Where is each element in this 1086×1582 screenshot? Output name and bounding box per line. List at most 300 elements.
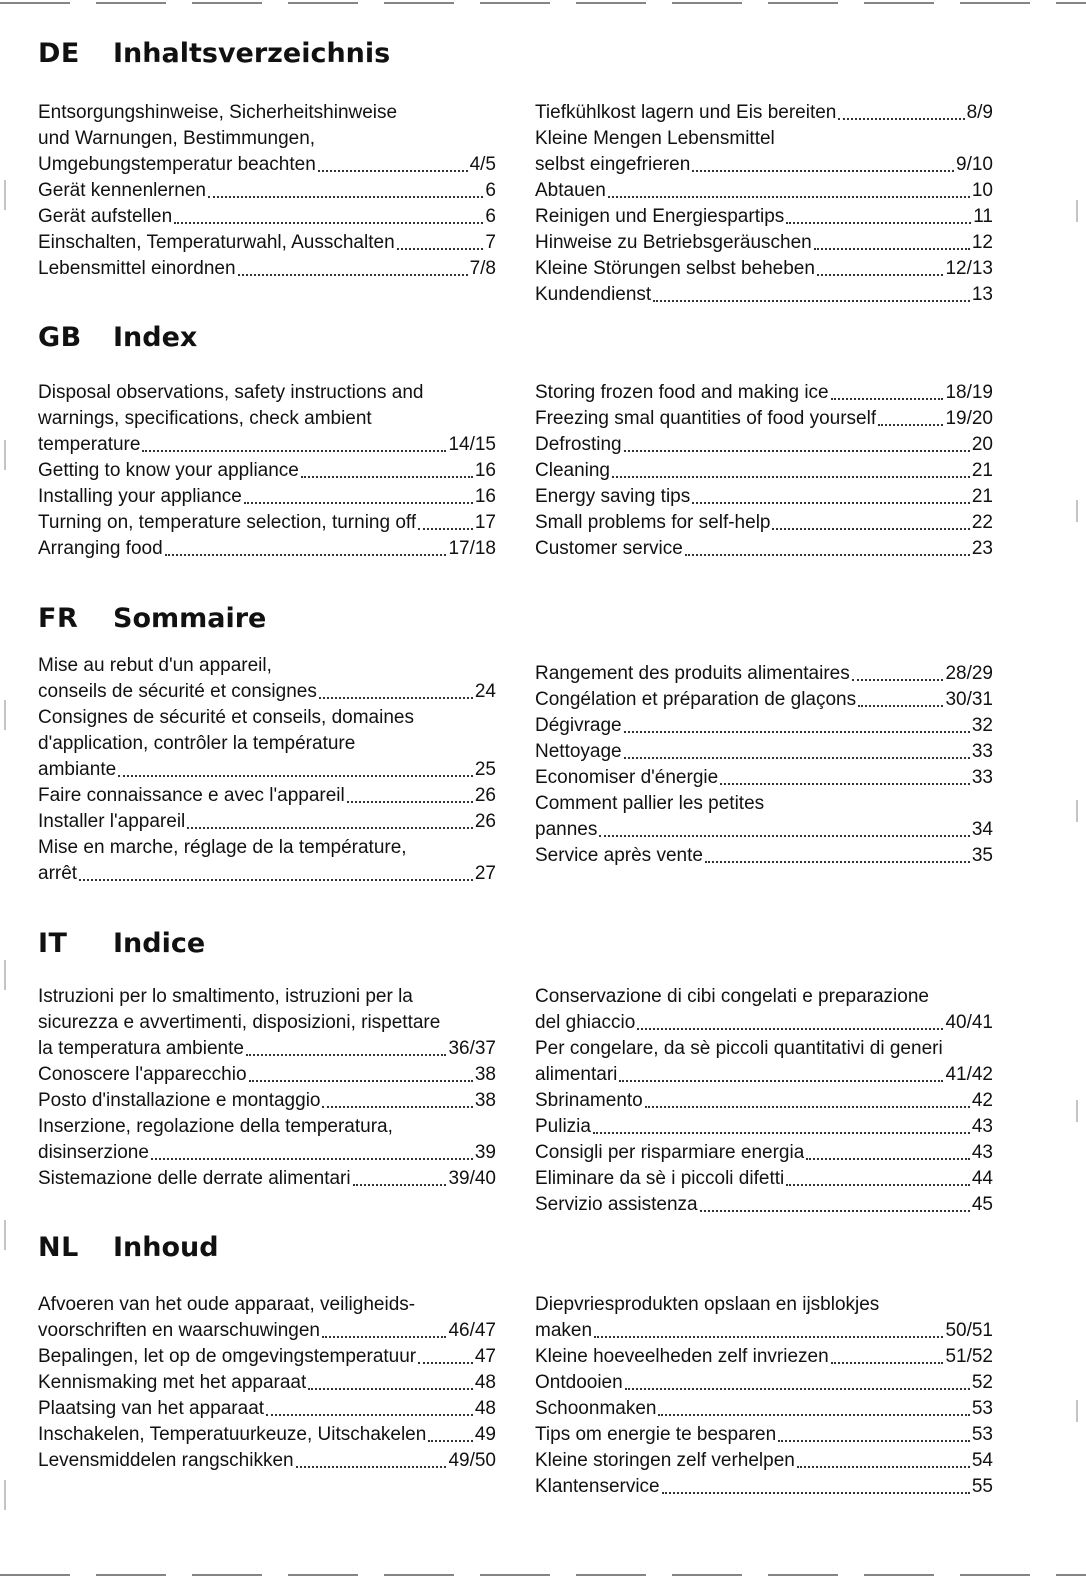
- toc-column-left: [38, 100, 496, 282]
- toc-entry-text: pannes: [535, 819, 598, 840]
- toc-entry-text: Energy saving tips: [535, 486, 691, 507]
- toc-column-left: [38, 1292, 496, 1474]
- toc-entry-text: Turning on, temperature selection, turning off: [38, 512, 417, 533]
- toc-entry: [535, 1396, 993, 1422]
- toc-entry: [535, 1010, 993, 1036]
- dot-leader: [814, 244, 970, 250]
- toc-entry: [535, 1422, 993, 1448]
- toc-entry-text: Gerät aufstellen: [38, 206, 173, 227]
- dot-leader: [653, 296, 970, 302]
- toc-page-number: 23: [971, 538, 993, 559]
- toc-entry-text: Economiser d'énergie: [535, 767, 719, 788]
- toc-entry-text: Customer service: [535, 538, 683, 559]
- toc-column-right: [535, 984, 993, 1218]
- toc-entry: [535, 739, 993, 765]
- toc-entry: [535, 178, 993, 204]
- toc-entry-text: Sistemazione delle derrate alimentari: [38, 1168, 351, 1189]
- toc-page-number: 32: [971, 715, 993, 736]
- toc-entry-text: warnings, specifications, check ambient: [38, 408, 372, 429]
- toc-entry: [38, 204, 496, 230]
- toc-entry: [535, 1344, 993, 1370]
- toc-entry-text: Consigli per risparmiare energia: [535, 1142, 805, 1163]
- toc-entry: [535, 687, 993, 713]
- toc-page-number: 30/31: [945, 689, 993, 710]
- toc-page-number: 46/47: [448, 1320, 496, 1341]
- dot-leader: [301, 472, 473, 478]
- toc-entry-text: Per congelare, da sè piccoli quantitativi di generi: [535, 1038, 943, 1059]
- dot-leader: [118, 771, 473, 777]
- section-heading: [38, 1232, 998, 1266]
- toc-entry-text: Installer l'appareil: [38, 811, 186, 832]
- toc-entry: [535, 1370, 993, 1396]
- dot-leader: [599, 831, 970, 837]
- toc-entry-text: Schoonmaken: [535, 1398, 657, 1419]
- toc-entry-text: Conoscere l'apparecchio: [38, 1064, 247, 1085]
- toc-column-right: [535, 661, 993, 869]
- toc-entry: [38, 256, 496, 282]
- toc-page-number: 49: [474, 1424, 496, 1445]
- toc-entry-text: Conservazione di cibi congelati e preparazione: [535, 986, 929, 1007]
- toc-entry-text: Kundendienst: [535, 284, 652, 305]
- dot-leader: [831, 1358, 944, 1364]
- dot-leader: [174, 218, 483, 224]
- toc-page-number: 25: [474, 759, 496, 780]
- toc-entry-text: Servizio assistenza: [535, 1194, 698, 1215]
- toc-entry-text: Service après vente: [535, 845, 703, 866]
- toc-entry-text: Istruzioni per lo smaltimento, istruzioni per la: [38, 986, 413, 1007]
- section-heading: [38, 38, 998, 72]
- toc-entry: [38, 1318, 496, 1344]
- toc-page-number: 9/10: [956, 154, 993, 175]
- dot-leader: [142, 446, 446, 452]
- toc-entry: [535, 458, 993, 484]
- dot-leader: [831, 394, 944, 400]
- toc-entry-text: Posto d'installazione e montaggio: [38, 1090, 321, 1111]
- toc-entry-text: Diepvriesprodukten opslaan en ijsblokjes: [535, 1294, 880, 1315]
- toc-entry: [38, 783, 496, 809]
- dot-leader: [322, 1332, 446, 1338]
- toc-page-number: 17: [474, 512, 496, 533]
- toc-entry-text: Comment pallier les petites: [535, 793, 765, 814]
- toc-page-number: 38: [474, 1064, 496, 1085]
- toc-entry: [535, 380, 993, 406]
- toc-entry: [38, 458, 496, 484]
- dot-leader: [772, 524, 969, 530]
- toc-page-number: 21: [971, 486, 993, 507]
- toc-entry: [535, 432, 993, 458]
- scan-edge-left: [4, 0, 6, 1582]
- toc-entry-text: Small problems for self-help: [535, 512, 771, 533]
- dot-leader: [806, 1154, 970, 1160]
- toc-entry-text: Ontdooien: [535, 1372, 623, 1393]
- dot-leader: [720, 779, 970, 785]
- dot-leader: [692, 498, 970, 504]
- dot-leader: [418, 524, 473, 530]
- dot-leader: [685, 550, 970, 556]
- dot-leader: [662, 1488, 970, 1494]
- toc-section-nl: [38, 1232, 998, 1497]
- dot-leader: [244, 498, 473, 504]
- dot-leader: [151, 1154, 473, 1160]
- toc-entry: [38, 380, 496, 406]
- dot-leader: [817, 270, 944, 276]
- toc-page-number: 55: [971, 1476, 993, 1497]
- toc-page-number: 47: [474, 1346, 496, 1367]
- toc-entry-text: selbst eingefrieren: [535, 154, 691, 175]
- toc-entry-text: Inserzione, regolazione della temperatura,: [38, 1116, 393, 1137]
- toc-entry: [38, 484, 496, 510]
- toc-page-number: 6: [485, 180, 496, 201]
- dot-leader: [266, 1410, 473, 1416]
- toc-section-gb: [38, 322, 998, 559]
- toc-page-number: 7/8: [469, 258, 496, 279]
- dot-leader: [637, 1024, 943, 1030]
- toc-entry: [38, 861, 496, 887]
- toc-entry: [535, 1318, 993, 1344]
- dot-leader: [608, 192, 970, 198]
- toc-page-number: 45: [971, 1194, 993, 1215]
- scan-edge-bottom: [0, 1574, 1086, 1576]
- toc-entry: [535, 204, 993, 230]
- dot-leader: [786, 1180, 970, 1186]
- dot-leader: [428, 1436, 473, 1442]
- toc-page-number: 22: [971, 512, 993, 533]
- dot-leader: [858, 701, 943, 707]
- toc-entry: [535, 282, 993, 308]
- toc-section-de: [38, 38, 998, 305]
- toc-entry: [38, 432, 496, 458]
- toc-entry: [38, 809, 496, 835]
- toc-entry: [38, 653, 496, 679]
- toc-entry: [38, 510, 496, 536]
- toc-page-number: 49/50: [448, 1450, 496, 1471]
- toc-entry-text: Kleine hoeveelheden zelf invriezen: [535, 1346, 829, 1367]
- toc-entry-text: arrêt: [38, 863, 78, 884]
- scan-edge-top: [0, 2, 1086, 4]
- toc-entry-text: Klantenservice: [535, 1476, 660, 1497]
- dot-leader: [786, 218, 971, 224]
- toc-page-number: 53: [971, 1398, 993, 1419]
- toc-column-right: [535, 100, 993, 308]
- toc-entry: [38, 705, 496, 731]
- toc-entry: [535, 1062, 993, 1088]
- toc-page-number: 38: [474, 1090, 496, 1111]
- toc-page-number: 39/40: [448, 1168, 496, 1189]
- toc-column-left: [38, 984, 496, 1192]
- dot-leader: [322, 1102, 472, 1108]
- dot-leader: [249, 1076, 473, 1082]
- toc-entry-text: Freezing smal quantities of food yourself: [535, 408, 877, 429]
- toc-page-number: 48: [474, 1372, 496, 1393]
- toc-entry-text: Storing frozen food and making ice: [535, 382, 829, 403]
- section-heading: [38, 928, 998, 962]
- toc-column-right: [535, 380, 993, 562]
- dot-leader: [238, 270, 468, 276]
- dot-leader: [208, 192, 483, 198]
- dot-leader: [838, 114, 964, 120]
- toc-entry: [535, 230, 993, 256]
- toc-page-number: 20: [971, 434, 993, 455]
- language-code: DE: [38, 38, 80, 69]
- toc-entry: [535, 661, 993, 687]
- toc-entry-text: d'application, contrôler la température: [38, 733, 356, 754]
- toc-page-number: 35: [971, 845, 993, 866]
- toc-entry-text: Kleine Störungen selbst beheben: [535, 258, 815, 279]
- dot-leader: [319, 693, 473, 699]
- toc-entry: [38, 1088, 496, 1114]
- language-code: NL: [38, 1232, 79, 1263]
- toc-entry-text: Inschakelen, Temperatuurkeuze, Uitschakelen: [38, 1424, 427, 1445]
- dot-leader: [397, 244, 484, 250]
- toc-page-number: 28/29: [945, 663, 993, 684]
- toc-entry: [535, 843, 993, 869]
- toc-page-number: 24: [474, 681, 496, 702]
- toc-entry-text: voorschriften en waarschuwingen: [38, 1320, 320, 1341]
- toc-page-number: 6: [485, 206, 496, 227]
- toc-entry-text: Pulizia: [535, 1116, 591, 1137]
- toc-page-number: 33: [971, 767, 993, 788]
- toc-entry: [38, 1010, 496, 1036]
- toc-entry: [38, 1448, 496, 1474]
- toc-page-number: 52: [971, 1372, 993, 1393]
- toc-entry: [38, 1166, 496, 1192]
- toc-entry: [38, 1344, 496, 1370]
- toc-entry-text: la temperatura ambiente: [38, 1038, 244, 1059]
- toc-entry-text: Cleaning: [535, 460, 610, 481]
- section-title: Inhoud: [113, 1232, 219, 1263]
- toc-entry-text: Entsorgungshinweise, Sicherheitshinweise: [38, 102, 398, 123]
- toc-column-right: [535, 1292, 993, 1500]
- toc-entry: [38, 230, 496, 256]
- toc-entry-text: maken: [535, 1320, 593, 1341]
- toc-page-number: 4/5: [469, 154, 496, 175]
- dot-leader: [645, 1102, 970, 1108]
- toc-entry: [535, 484, 993, 510]
- toc-entry: [38, 152, 496, 178]
- toc-section-it: [38, 928, 998, 1215]
- toc-page-number: 36/37: [448, 1038, 496, 1059]
- toc-entry: [38, 984, 496, 1010]
- toc-page-number: 13: [971, 284, 993, 305]
- toc-entry: [38, 1140, 496, 1166]
- toc-page-number: 48: [474, 1398, 496, 1419]
- toc-entry-text: Nettoyage: [535, 741, 622, 762]
- toc-entry-text: Mise en marche, réglage de la température,: [38, 837, 407, 858]
- toc-entry-text: disinserzione: [38, 1142, 149, 1163]
- toc-entry-text: Gerät kennenlernen: [38, 180, 206, 201]
- dot-leader: [347, 797, 473, 803]
- toc-entry-text: Congélation et préparation de glaçons: [535, 689, 857, 710]
- dot-leader: [658, 1410, 969, 1416]
- toc-entry-text: temperature: [38, 434, 141, 455]
- toc-entry: [38, 126, 496, 152]
- dot-leader: [308, 1384, 473, 1390]
- toc-page-number: 19/20: [945, 408, 993, 429]
- toc-entry-text: Lebensmittel einordnen: [38, 258, 236, 279]
- toc-entry-text: ambiante: [38, 759, 117, 780]
- toc-entry-text: Reinigen und Energiespartips: [535, 206, 785, 227]
- toc-entry-text: Kennismaking met het apparaat: [38, 1372, 307, 1393]
- toc-entry-text: conseils de sécurité et consignes: [38, 681, 317, 702]
- language-code: GB: [38, 322, 82, 353]
- dot-leader: [692, 166, 954, 172]
- toc-page-number: 10: [971, 180, 993, 201]
- dot-leader: [705, 857, 970, 863]
- toc-page-number: 54: [971, 1450, 993, 1471]
- toc-entry: [38, 1062, 496, 1088]
- toc-entry-text: Abtauen: [535, 180, 606, 201]
- toc-page-number: 17/18: [448, 538, 496, 559]
- dot-leader: [594, 1332, 943, 1338]
- toc-page-number: 44: [971, 1168, 993, 1189]
- toc-page-number: 51/52: [945, 1346, 993, 1367]
- toc-entry: [38, 1370, 496, 1396]
- toc-entry: [535, 791, 993, 817]
- toc-entry-text: Kleine Mengen Lebensmittel: [535, 128, 775, 149]
- dot-leader: [624, 727, 970, 733]
- toc-entry: [535, 126, 993, 152]
- toc-entry-text: Kleine storingen zelf verhelpen: [535, 1450, 795, 1471]
- dot-leader: [625, 1384, 970, 1390]
- toc-entry: [38, 679, 496, 705]
- toc-page-number: 26: [474, 785, 496, 806]
- toc-entry-text: Dégivrage: [535, 715, 622, 736]
- dot-leader: [165, 550, 447, 556]
- toc-page-number: 27: [474, 863, 496, 884]
- toc-entry: [38, 1396, 496, 1422]
- toc-entry: [535, 817, 993, 843]
- section-title: Index: [113, 322, 198, 353]
- toc-entry-text: Umgebungstemperatur beachten: [38, 154, 316, 175]
- toc-page-number: 8/9: [966, 102, 993, 123]
- toc-entry-text: Consignes de sécurité et conseils, domaines: [38, 707, 414, 728]
- toc-page-number: 12/13: [945, 258, 993, 279]
- toc-page-number: 40/41: [945, 1012, 993, 1033]
- toc-entry: [38, 1114, 496, 1140]
- language-code: FR: [38, 603, 79, 634]
- toc-entry: [38, 178, 496, 204]
- toc-page-number: 11: [973, 206, 993, 227]
- toc-entry: [535, 1114, 993, 1140]
- toc-page-number: 12: [971, 232, 993, 253]
- language-code: IT: [38, 928, 68, 959]
- toc-page-number: 14/15: [448, 434, 496, 455]
- toc-page-number: 16: [474, 460, 496, 481]
- toc-entry: [535, 256, 993, 282]
- toc-entry: [38, 536, 496, 562]
- toc-page-number: 34: [971, 819, 993, 840]
- section-heading: [38, 603, 998, 637]
- toc-entry-text: Sbrinamento: [535, 1090, 643, 1111]
- dot-leader: [700, 1206, 970, 1212]
- dot-leader: [353, 1180, 447, 1186]
- toc-entry: [535, 1140, 993, 1166]
- toc-entry-text: Faire connaissance e avec l'appareil: [38, 785, 345, 806]
- section-heading: [38, 322, 998, 356]
- toc-entry: [535, 765, 993, 791]
- dot-leader: [624, 753, 970, 759]
- toc-entry-text: del ghiaccio: [535, 1012, 636, 1033]
- dot-leader: [296, 1462, 447, 1468]
- toc-entry: [38, 731, 496, 757]
- toc-entry-text: Einschalten, Temperaturwahl, Ausschalten: [38, 232, 395, 253]
- dot-leader: [79, 875, 473, 881]
- toc-entry-text: sicurezza e avvertimenti, disposizioni, rispettare: [38, 1012, 441, 1033]
- toc-entry-text: Eliminare da sè i piccoli difetti: [535, 1168, 785, 1189]
- toc-entry-text: Afvoeren van het oude apparaat, veiligheids-: [38, 1294, 416, 1315]
- dot-leader: [624, 446, 970, 452]
- toc-page-number: 16: [474, 486, 496, 507]
- toc-section-fr: [38, 603, 998, 884]
- toc-page-number: 53: [971, 1424, 993, 1445]
- dot-leader: [418, 1358, 473, 1364]
- toc-entry-text: Installing your appliance: [38, 486, 242, 507]
- dot-leader: [246, 1050, 447, 1056]
- section-title: Sommaire: [113, 603, 267, 634]
- toc-entry-text: und Warnungen, Bestimmungen,: [38, 128, 316, 149]
- toc-entry: [38, 757, 496, 783]
- toc-page-number: 21: [971, 460, 993, 481]
- scan-edge-right: [1076, 0, 1078, 1582]
- toc-page-number: 39: [474, 1142, 496, 1163]
- toc-entry-text: alimentari: [535, 1064, 618, 1085]
- toc-entry: [535, 1474, 993, 1500]
- toc-entry: [535, 713, 993, 739]
- toc-entry-text: Tiefkühlkost lagern und Eis bereiten: [535, 102, 837, 123]
- toc-entry: [535, 152, 993, 178]
- toc-page-number: 26: [474, 811, 496, 832]
- section-title: Indice: [113, 928, 206, 959]
- toc-entry: [535, 1292, 993, 1318]
- toc-entry-text: Tips om energie te besparen: [535, 1424, 777, 1445]
- toc-entry-text: Mise au rebut d'un appareil,: [38, 655, 272, 676]
- toc-entry: [38, 1292, 496, 1318]
- section-title: Inhaltsverzeichnis: [113, 38, 391, 69]
- toc-page-number: 7: [485, 232, 496, 253]
- toc-entry-text: Levensmiddelen rangschikken: [38, 1450, 294, 1471]
- dot-leader: [612, 472, 970, 478]
- toc-entry: [535, 1036, 993, 1062]
- toc-column-left: [38, 653, 496, 887]
- toc-entry-text: Defrosting: [535, 434, 622, 455]
- toc-page-number: 41/42: [945, 1064, 993, 1085]
- toc-page-number: 18/19: [945, 382, 993, 403]
- toc-entry-text: Hinweise zu Betriebsgeräuschen: [535, 232, 812, 253]
- toc-entry: [535, 1192, 993, 1218]
- toc-entry: [535, 406, 993, 432]
- toc-page-number: 50/51: [945, 1320, 993, 1341]
- toc-entry: [535, 510, 993, 536]
- toc-entry: [535, 100, 993, 126]
- dot-leader: [318, 166, 468, 172]
- dot-leader: [778, 1436, 970, 1442]
- toc-entry-text: Plaatsing van het apparaat: [38, 1398, 265, 1419]
- dot-leader: [852, 675, 944, 681]
- toc-entry: [535, 984, 993, 1010]
- toc-page-number: 33: [971, 741, 993, 762]
- toc-page-number: 42: [971, 1090, 993, 1111]
- toc-entry: [38, 835, 496, 861]
- toc-entry: [535, 1448, 993, 1474]
- toc-entry: [535, 1088, 993, 1114]
- toc-entry-text: Arranging food: [38, 538, 163, 559]
- toc-column-left: [38, 380, 496, 562]
- toc-entry: [535, 536, 993, 562]
- toc-entry-text: Bepalingen, let op de omgevingstemperatuur: [38, 1346, 417, 1367]
- toc-entry: [38, 100, 496, 126]
- dot-leader: [797, 1462, 970, 1468]
- toc-entry: [38, 1422, 496, 1448]
